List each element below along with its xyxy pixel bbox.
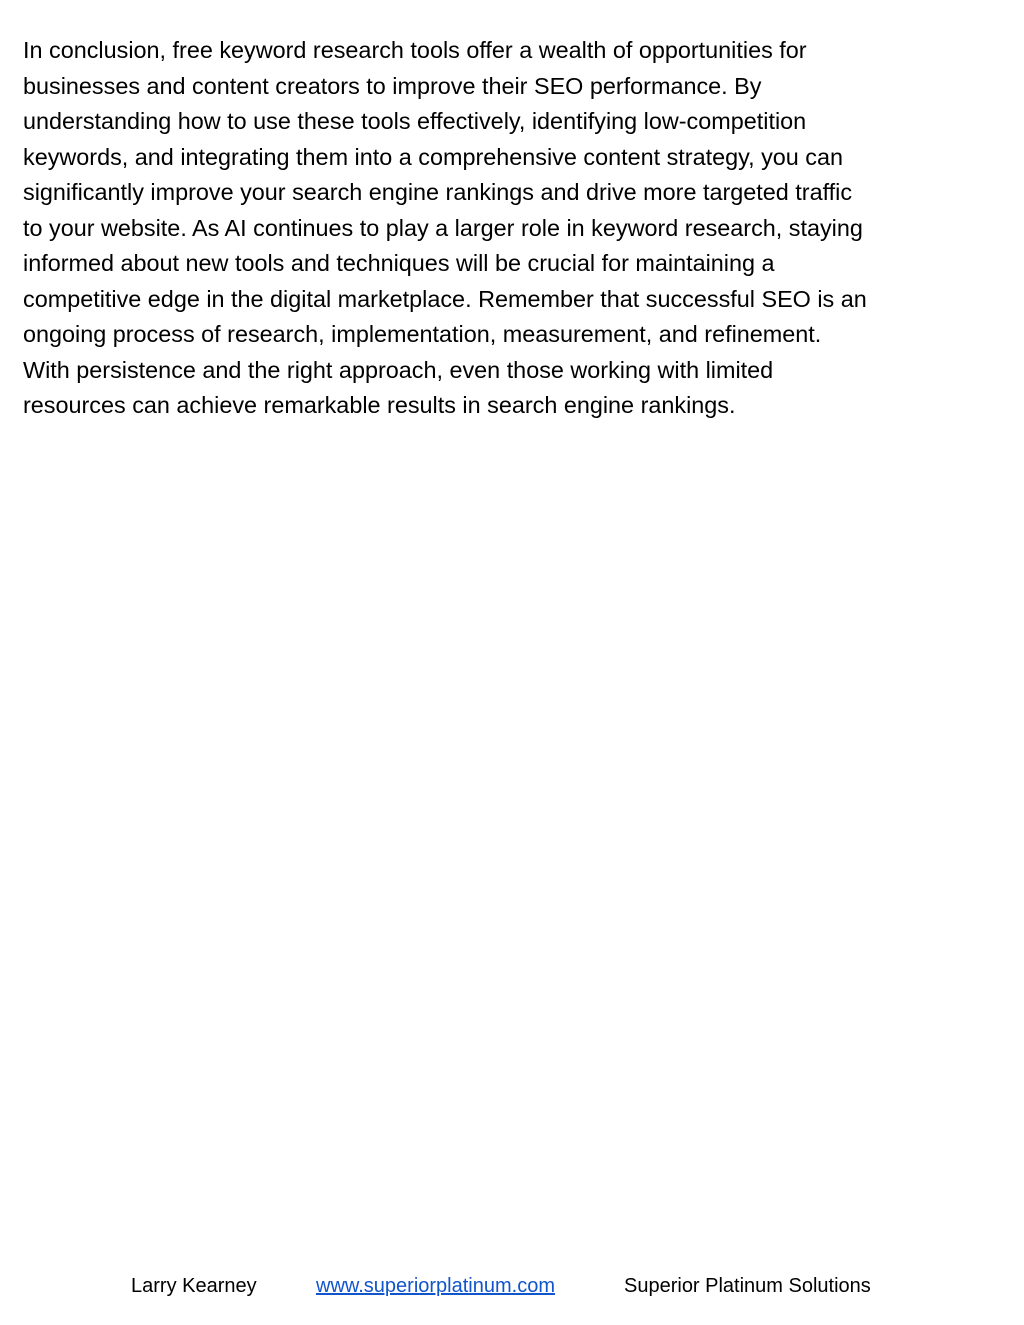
paragraph-line: significantly improve your search engine rankings and drive more targeted traffic xyxy=(23,179,853,205)
paragraph-line: In conclusion, free keyword research tools offer a wealth of opportunities for xyxy=(23,37,807,63)
paragraph-line: With persistence and the right approach, even those working with limited xyxy=(23,356,774,383)
conclusion-paragraph xyxy=(23,33,998,424)
page-footer xyxy=(0,1272,1024,1300)
footer-website-link[interactable]: www.superiorplatinum.com xyxy=(316,1275,555,1297)
paragraph-line: keywords, and integrating them into a comprehensive content strategy, you can xyxy=(23,143,843,170)
paragraph-line: resources can achieve remarkable results in search engine rankings. xyxy=(23,392,736,418)
paragraph-line: competitive edge in the digital marketplace. Remember that successful SEO is an xyxy=(23,285,867,312)
footer-company: Superior Platinum Solutions xyxy=(624,1275,871,1297)
paragraph-line: ongoing process of research, implementation, measurement, and refinement. xyxy=(23,321,822,347)
footer-author: Larry Kearney xyxy=(131,1275,257,1297)
paragraph-line: businesses and content creators to improve their SEO performance. By xyxy=(23,72,762,99)
paragraph-line: understanding how to use these tools effectively, identifying low-competition xyxy=(23,108,807,134)
paragraph-line: to your website. As AI continues to play a larger role in keyword research, staying xyxy=(23,214,863,241)
paragraph-line: informed about new tools and techniques will be crucial for maintaining a xyxy=(23,250,775,276)
